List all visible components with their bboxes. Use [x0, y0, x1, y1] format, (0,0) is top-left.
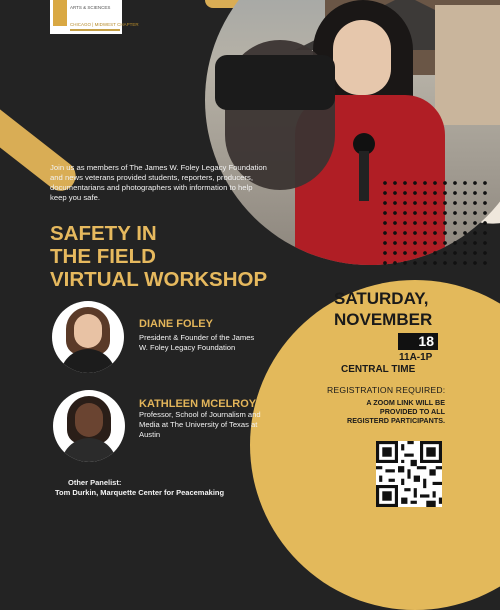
- avatar-face: [74, 314, 102, 348]
- qr-code-icon[interactable]: [376, 441, 442, 507]
- other-panelist-name: Tom Durkin, Marquette Center for Peacemaking: [55, 488, 225, 497]
- logo-mark-icon: [53, 0, 67, 26]
- intro-text: Join us as members of The James W. Foley Legacy Foundation and news veterans provided students, reporters, producers, documentarians and photographers with information to help keep you safe.: [50, 163, 267, 202]
- photo-reporter-face: [333, 20, 391, 95]
- registration-label: REGISTRATION REQUIRED:: [327, 385, 446, 395]
- qr-code-graphic: [376, 441, 442, 507]
- page-title: SAFETY IN THE FIELD VIRTUAL WORKSHOP: [50, 222, 268, 291]
- other-panelist-label: Other Panelist:: [68, 478, 122, 487]
- speaker-description: President & Founder of the James W. Foley Legacy Foundation: [139, 333, 255, 352]
- microphone-handle: [359, 151, 369, 201]
- dot-grid-decoration: [380, 178, 490, 268]
- avatar-body: [60, 349, 116, 373]
- speaker-description: Professor, School of Journalism and Media at The University of Texas at Austin: [139, 410, 261, 439]
- event-month: NOVEMBER: [334, 310, 433, 329]
- zoom-note: A ZOOM LINK WILL BE PROVIDED TO ALL REGISTERD PARTICIPANTS.: [347, 398, 445, 425]
- event-date: 18: [398, 333, 438, 350]
- event-timezone: CENTRAL TIME: [341, 364, 416, 375]
- camera-icon: [215, 55, 335, 110]
- event-day: SATURDAY,: [334, 289, 429, 308]
- photo-house-side: [435, 5, 500, 125]
- logo-underline: [70, 29, 120, 31]
- avatar-diane-foley: [52, 301, 124, 373]
- avatar-kathleen-mcelroy: [53, 390, 125, 462]
- logo-chapter: CHICAGO | MIDWEST CHAPTER: [70, 22, 139, 27]
- speaker-name: KATHLEEN MCELROY: [139, 398, 257, 410]
- speaker-name: DIANE FOLEY: [139, 318, 213, 330]
- avatar-face: [75, 403, 103, 437]
- event-time: 11A-1P: [399, 352, 433, 363]
- avatar-body: [61, 438, 117, 462]
- logo-text: ARTS & SCIENCES: [70, 5, 111, 10]
